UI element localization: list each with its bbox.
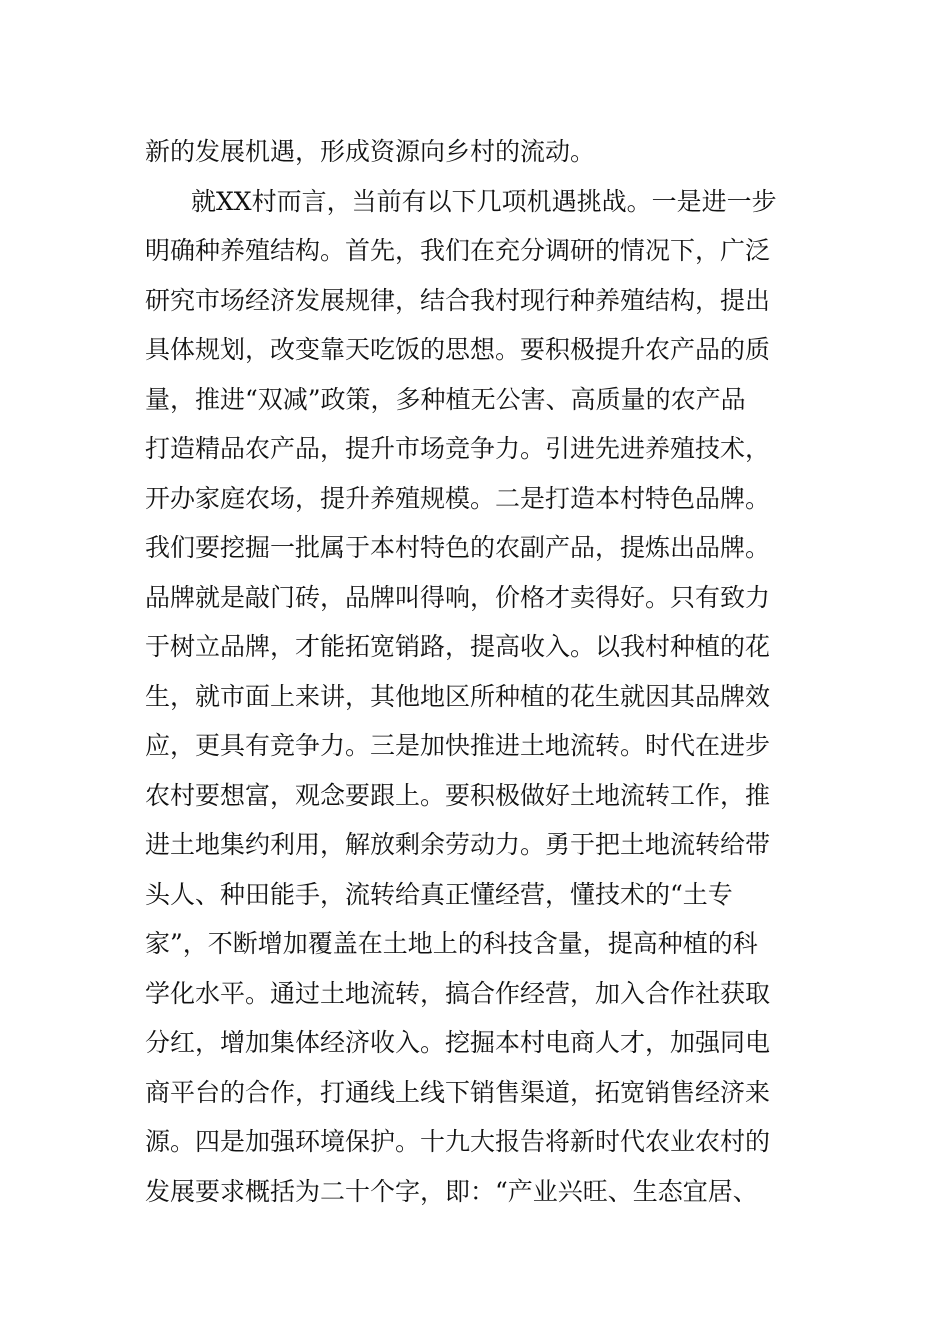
text-line-10: 品牌就是敲门砖，品牌叫得响，价格才卖得好。只有致力 [145,582,771,612]
text-line-1: 新的发展机遇，形成资源向乡村的流动。 [145,137,596,166]
text-line-15: 进土地集约利用，解放剩余劳动力。勇于把土地流转给带 [145,830,771,859]
text-line-4: 研究市场经济发展规律，结合我村现行种养殖结构，提出 [145,285,771,315]
text-line-22: 发展要求概括为二十个字，即：“产业兴旺、生态宜居、 [145,1176,758,1206]
text-line-16: 头人、种田能手，流转给真正懂经营，懂技术的“土专 [145,879,733,909]
text-line-21: 源。四是加强环境保护。十九大报告将新时代农业农村的 [145,1127,771,1156]
text-line-19: 分红，增加集体经济收入。挖掘本村电商人才，加强同电 [145,1028,771,1057]
text-line-8: 开办家庭农场，提升养殖规模。二是打造本村特色品牌。 [145,483,771,513]
text-line-5: 具体规划，改变靠天吃饭的思想。要积极提升农产品的质 [145,335,771,364]
text-line-2: 就XX村而言，当前有以下几项机遇挑战。一是进一步 [191,186,777,216]
text-line-13: 应，更具有竞争力。三是加快推进土地流转。时代在进步 [145,731,771,760]
text-line-18: 学化水平。通过土地流转，搞合作经营，加入合作社获取 [145,978,771,1008]
text-line-11: 于树立品牌，才能拓宽销路，提高收入。以我村种植的花 [145,632,771,661]
body-text [145,127,810,1216]
text-line-14: 农村要想富，观念要跟上。要积极做好土地流转工作，推 [145,780,771,810]
text-line-17: 家”，不断增加覆盖在土地上的科技含量，提高种植的科 [145,929,758,958]
text-line-20: 商平台的合作，打通线上线下销售渠道，拓宽销售经济来 [145,1077,771,1107]
text-line-12: 生，就市面上来讲，其他地区所种植的花生就因其品牌效 [145,681,771,711]
text-line-7: 打造精品农产品，提升市场竞争力。引进先进养殖技术， [145,434,771,463]
text-line-6: 量，推进“双减”政策，多种植无公害、高质量的农产品 [145,384,746,414]
text-line-9: 我们要挖掘一批属于本村特色的农副产品，提炼出品牌。 [145,533,771,562]
text-line-3: 明确种养殖结构。首先，我们在充分调研的情况下，广泛 [145,236,771,265]
